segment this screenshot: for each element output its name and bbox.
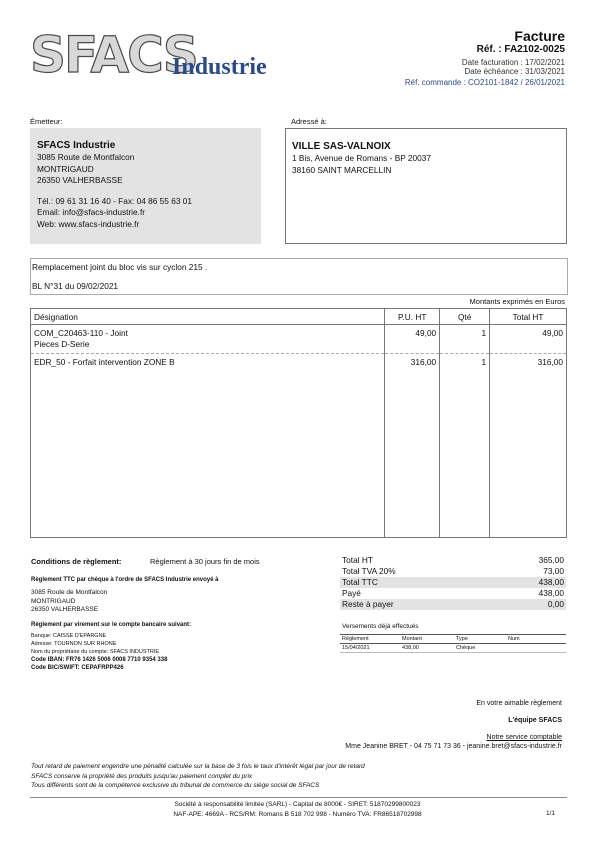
payments-col-type: Type — [456, 636, 468, 642]
payments-col-amount: Montant — [402, 636, 422, 642]
recipient-label: Adressé à: — [291, 117, 327, 126]
row-total: 49,00 — [490, 325, 567, 354]
invoice-title: Facture — [514, 28, 565, 44]
emitter-label: Émetteur: — [30, 117, 63, 126]
total-value: 438,00 — [538, 588, 564, 598]
row-pu: 316,00 — [385, 354, 440, 538]
items-table — [30, 308, 567, 538]
total-row — [340, 577, 566, 588]
total-value: 365,00 — [538, 555, 564, 565]
col-pu: P.U. HT — [385, 309, 440, 325]
row-qte: 1 — [440, 325, 490, 354]
total-value: 73,00 — [543, 566, 564, 576]
currency-note: Montants exprimés en Euros — [469, 297, 565, 306]
footer — [0, 800, 595, 819]
col-qte: Qté — [440, 309, 490, 325]
bic: Code BIC/SWIFT: CEPAFRPP426 — [31, 664, 124, 671]
payment-amount: 438,00 — [402, 645, 419, 651]
payment-num — [508, 645, 548, 651]
col-designation: Désignation — [31, 309, 385, 325]
emitter-name: SFACS Industrie — [37, 140, 116, 151]
legal-line1: Tout retard de paiement engendre une pénalité calculée sur la base de 3 fois le taux d'intérêt légal par jour de retard — [31, 763, 365, 770]
comment-line1: Remplacement joint du bloc vis sur cyclon 215 . — [32, 262, 208, 272]
recipient-name: VILLE SAS-VALNOIX — [292, 141, 391, 152]
row-designation: EDR_50 - Forfait intervention ZONE B — [31, 354, 385, 538]
payments-table — [340, 634, 566, 653]
cheque-title: Règlement TTC par chèque à l'ordre de SFACS Industrie envoyé à — [31, 577, 219, 583]
legal-notice — [31, 762, 365, 791]
recipient-address2: 38160 SAINT MARCELLIN — [292, 164, 392, 175]
payments-header — [340, 634, 566, 644]
page-number: 1/1 — [545, 810, 555, 817]
total-label: Payé — [342, 588, 361, 598]
footer-divider — [30, 797, 567, 798]
legal-line3: Tous différents sont de la compétence exclusive du tribunal de commerce du siège social de SFACS — [31, 782, 320, 789]
cheque-address2: MONTRIGAUD — [31, 597, 76, 605]
payments-col-date: Règlement — [342, 636, 369, 642]
total-label: Total HT — [342, 555, 373, 565]
total-row — [340, 555, 566, 566]
contact-line: Mme Jeanine BRET - 04 75 71 73 36 - jeanine.bret@sfacs-industrie.fr — [345, 743, 562, 750]
row-total: 316,00 — [490, 354, 567, 538]
payment-date: 15/04/2021 — [342, 645, 370, 651]
emitter-email: Email: info@sfacs-industrie.fr — [37, 207, 146, 217]
total-row — [340, 599, 566, 610]
col-total: Total HT — [490, 309, 567, 325]
legal-line2: SFACS conserve la propriété des produits jusqu'au paiement complet du prix — [31, 772, 253, 780]
bank-name: Banque: CAISSE D'EPARGNE — [31, 632, 107, 639]
cheque-address1: 3085 Route de Montfalcon — [31, 589, 108, 596]
comment-box — [30, 258, 568, 295]
company-logo: SFACS — [30, 26, 197, 84]
order-ref: Réf. commande : CO2101-1842 / 26/01/2021 — [404, 78, 565, 87]
totals-box — [340, 555, 566, 610]
footer-line2: NAF-APE: 4669A - RCS/RM: Romans B 518 702 998 - Numéro TVA: FR86518702998 — [173, 810, 422, 818]
team-signature: L'équipe SFACS — [508, 717, 562, 724]
company-logo-suffix: Industrie — [172, 54, 267, 80]
payments-row — [340, 644, 566, 653]
emitter-address3: 26350 VALHERBASSE — [37, 175, 123, 185]
emitter-box — [30, 128, 261, 244]
total-label: Total TTC — [342, 577, 378, 587]
emitter-address1: 3085 Route de Montfalcon — [37, 152, 135, 162]
virement-title: Règlement par virement sur le compte bancaire suivant: — [31, 621, 192, 628]
total-value: 438,00 — [538, 577, 564, 587]
recipient-box — [285, 128, 567, 244]
footer-line1: Société à responsabilité limitée (SARL) - Capital de 8000€ - SIRET: 51870299800023 — [174, 801, 421, 808]
table-row — [31, 354, 567, 538]
emitter-address2: MONTRIGAUD — [37, 163, 94, 174]
conditions-label: Conditions de règlement: — [31, 557, 122, 566]
table-row — [31, 325, 567, 354]
account-holder: Nom du propriétaire du compte: SFACS INDUSTRIE — [31, 648, 160, 655]
recipient-address1: 1 Bis, Avenue de Romans - BP 20037 — [292, 153, 431, 163]
total-label: Reste à payer — [342, 599, 394, 609]
total-row — [340, 588, 566, 599]
iban: Code IBAN: FR76 1426 5006 0008 7710 9354 338 — [31, 656, 168, 663]
due-date: Date échéance : 31/03/2021 — [464, 67, 565, 76]
table-header-row — [31, 309, 567, 325]
row-pu: 49,00 — [385, 325, 440, 354]
payments-col-num: Num — [508, 636, 520, 642]
invoice-date: Date facturation : 17/02/2021 — [461, 58, 565, 67]
total-row — [340, 566, 566, 577]
conditions-value: Règlement à 30 jours fin de mois — [150, 557, 260, 566]
payment-type: Chèque — [456, 645, 476, 651]
row-designation-detail: Pieces D-Serie — [34, 339, 90, 349]
row-designation: COM_C20463-110 - Joint — [34, 328, 128, 338]
emitter-web: Web: www.sfacs-industrie.fr — [37, 218, 140, 229]
total-value: 0,00 — [547, 599, 564, 609]
cheque-address3: 26350 VALHERBASSE — [31, 606, 99, 613]
row-qte: 1 — [440, 354, 490, 538]
invoice-ref: Réf. : FA2102-0025 — [476, 44, 565, 55]
accounting-service: Notre service comptable — [486, 734, 562, 741]
greeting: En votre aimable règlement — [476, 700, 562, 707]
total-label: Total TVA 20% — [342, 566, 396, 576]
emitter-phone: Tél.: 09 61 31 16 40 - Fax: 04 86 55 63 01 — [37, 195, 192, 206]
payments-title: Versements déjà effectués — [342, 623, 419, 630]
bank-address: Adresse: TOURNON SUR RHONE — [31, 640, 117, 647]
comment-line2: BL N°31 du 09/02/2021 — [32, 281, 119, 291]
